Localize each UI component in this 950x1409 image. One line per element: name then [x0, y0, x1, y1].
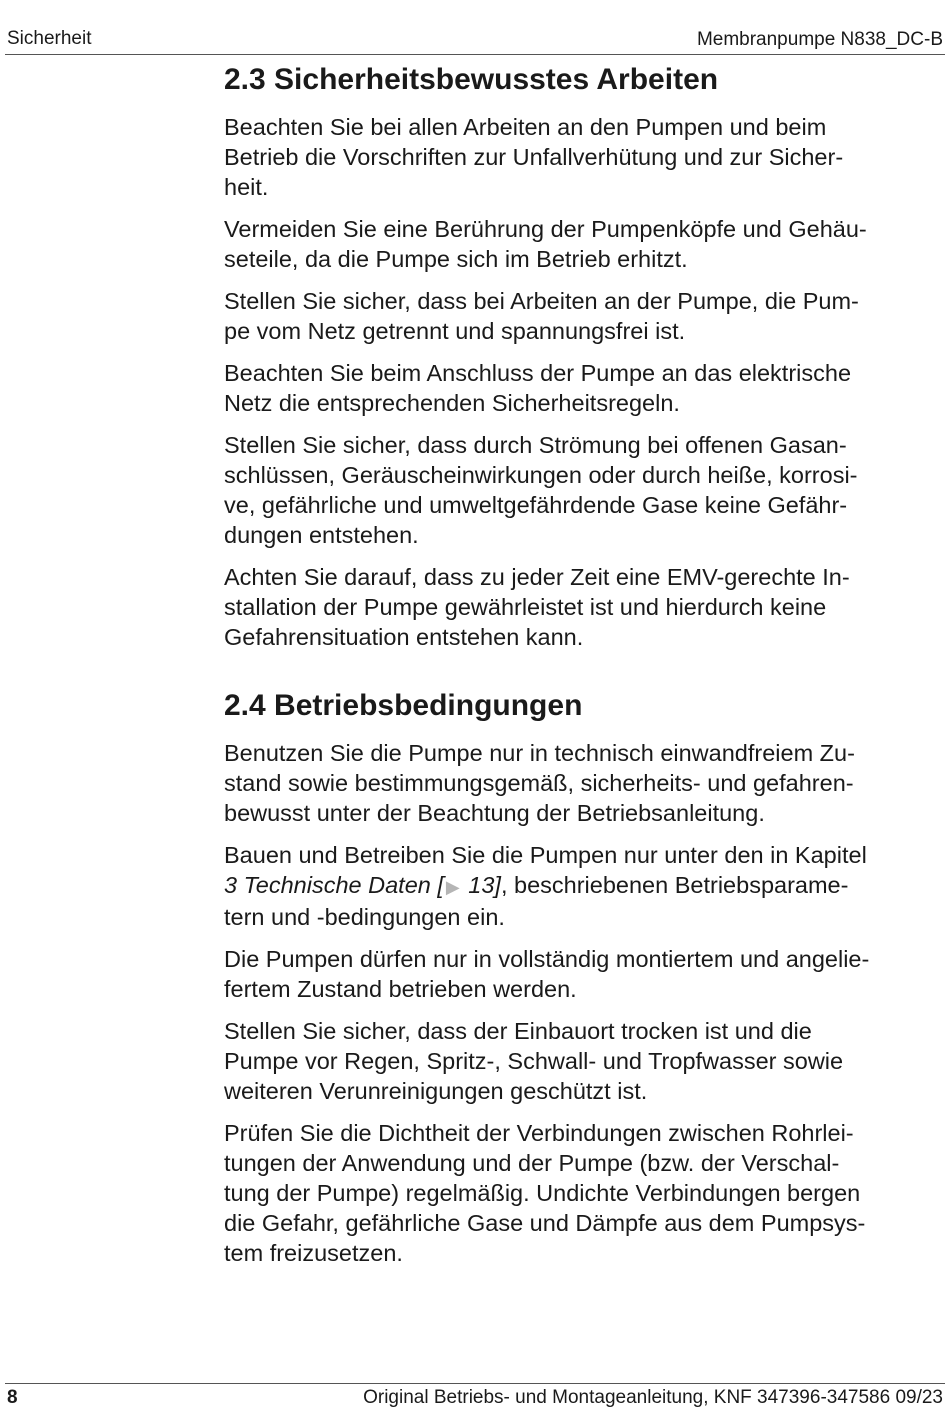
- paragraph: Achten Sie darauf, dass zu jeder Zeit eine EMV-gerechte In- stallation der Pumpe gewährleistet ist und hierdurch keine Gefahrensituation entstehen kann.: [224, 564, 850, 650]
- footer-document-info: Original Betriebs- und Montageanleitung, KNF 347396-347586 09/23: [363, 1387, 943, 1408]
- page-footer: [5, 1383, 945, 1408]
- section-2-4-heading: 2.4 Betriebsbedingungen: [224, 689, 583, 722]
- page-header: [5, 26, 945, 55]
- section-2-3-heading: 2.3 Sicherheitsbewusstes Arbeiten: [224, 63, 719, 96]
- page-reference-arrow-icon: ▶: [445, 877, 460, 897]
- paragraph: Stellen Sie sicher, dass durch Strömung bei offenen Gasan- schlüssen, Geräuscheinwirkungen oder durch heiße, korrosi- ve, gefährliche und umweltgefährdende Gase keine Gefähr- dungen entstehen.: [224, 432, 858, 548]
- header-product-name: Membranpumpe N838_DC-B: [696, 29, 943, 50]
- chapter-reference-text: 3 Technische Daten [: [224, 872, 444, 898]
- paragraph: Stellen Sie sicher, dass bei Arbeiten an der Pumpe, die Pum- pe vom Netz getrennt und spannungsfrei ist.: [224, 288, 859, 344]
- paragraph: Beachten Sie bei allen Arbeiten an den Pumpen und beim Betrieb die Vorschriften zur Unfallverhütung und zur Sicher- heit.: [224, 114, 844, 200]
- paragraph-text: , beschriebenen Betriebsparame- tern und -bedingungen ein.: [224, 872, 849, 930]
- page-number: 8: [7, 1387, 18, 1408]
- page-content: [224, 60, 936, 1280]
- paragraph-text: Bauen und Betreiben Sie die Pumpen nur unter den in Kapitel: [224, 842, 867, 868]
- paragraph: Beachten Sie beim Anschluss der Pumpe an das elektrische Netz die entsprechenden Sicherheitsregeln.: [224, 360, 852, 416]
- paragraph-with-reference: [224, 840, 936, 932]
- paragraph: Benutzen Sie die Pumpe nur in technisch einwandfreiem Zu- stand sowie bestimmungsgemäß, sicherheits- und gefahren- bewusst unter der Beachtung der Betriebsanleitung.: [224, 740, 855, 826]
- paragraph: Vermeiden Sie eine Berührung der Pumpenköpfe und Gehäu- seteile, da die Pumpe sich im Betrieb erhitzt.: [224, 216, 867, 272]
- paragraph: Die Pumpen dürfen nur in vollständig montiertem und angelie- fertem Zustand betrieben werden.: [224, 946, 870, 1002]
- paragraph: Stellen Sie sicher, dass der Einbauort trocken ist und die Pumpe vor Regen, Spritz-, Schwall- und Tropfwasser sowie weiteren Verunreinigungen geschützt ist.: [224, 1018, 844, 1104]
- header-section-name: Sicherheit: [7, 28, 92, 49]
- paragraph: Prüfen Sie die Dichtheit der Verbindungen zwischen Rohrlei- tungen der Anwendung und der Pumpe (bzw. der Verschal- tung der Pumpe) regelmäßig. Undichte Verbindungen bergen die Gefahr, gefährliche Gase und Dämpfe aus dem Pumpsys- tem freizusetzen.: [224, 1120, 866, 1266]
- chapter-reference-page: 13]: [461, 872, 501, 898]
- chapter-reference-link[interactable]: [224, 872, 501, 898]
